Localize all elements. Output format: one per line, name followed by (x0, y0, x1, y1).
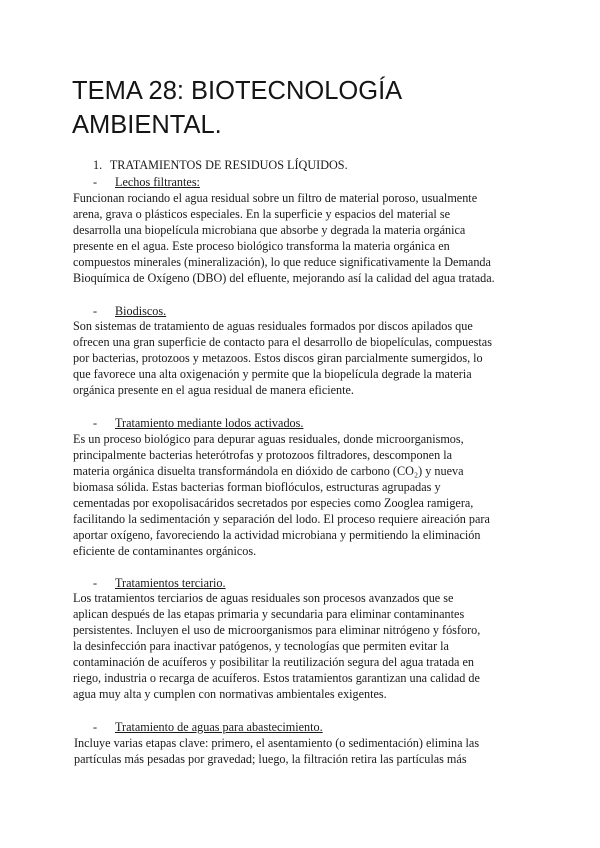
dash-bullet: - (93, 720, 98, 734)
subheading-label: Biodiscos. (115, 304, 167, 318)
subheading-lodos-activados (93, 415, 303, 431)
subheading-label: Lechos filtrantes: (115, 175, 200, 189)
dash-bullet: - (93, 304, 98, 318)
subheading-label: Tratamiento mediante lodos activados. (115, 416, 304, 430)
paragraph-lechos-filtrantes (73, 190, 531, 286)
paragraph-line: que favorece una alta oxigenación y permite que la biopelícula degrade la materia (73, 367, 472, 381)
list-number: 1. (93, 158, 103, 172)
paragraph-line: Los tratamientos terciarios de aguas residuales son procesos avanzados que se (73, 591, 454, 605)
paragraph-line: compuestos minerales (mineralización), lo que reduce significativamente la Demanda (73, 255, 491, 269)
list-heading: TRATAMIENTOS DE RESIDUOS LÍQUIDOS. (109, 158, 348, 172)
paragraph-tratamientos-terciario (73, 590, 531, 702)
paragraph-line: Incluye varias etapas clave: primero, el asentamiento (o sedimentación) elimina las (74, 736, 480, 750)
paragraph-biodiscos (73, 318, 531, 398)
paragraph-line: principalmente bacterias heterótrofas y protozoos filtradores, descomponen la (73, 448, 453, 462)
paragraph-line: materia orgánica disuelta transformándola en dióxido de carbono (CO₂) y nueva (73, 464, 464, 478)
page-title: TEMA 28: BIOTECNOLOGÍA AMBIENTAL. (72, 77, 401, 139)
paragraph-line: aportar oxígeno, favoreciendo la actividad microbiana y permitiendo la eliminación (73, 528, 481, 542)
subheading-biodiscos (93, 303, 166, 319)
paragraph-line: ofrecen una gran superficie de contacto para el desarrollo de biopelículas, compuestas (73, 335, 492, 349)
paragraph-line: presente en el agua. Este proceso biológico transforma la materia orgánica en (73, 239, 450, 253)
paragraph-line: orgánica presente en el agua residual de manera eficiente. (73, 383, 354, 397)
paragraph-line: por bacterias, protozoos y metazoos. Estos discos giran parcialmente sumergidos, lo (73, 351, 483, 365)
paragraph-line: Son sistemas de tratamiento de aguas residuales formados por discos apilados que (73, 319, 473, 333)
dash-bullet: - (93, 416, 98, 430)
paragraph-line: Es un proceso biológico para depurar aguas residuales, donde microorganismos, (73, 432, 464, 446)
paragraph-line: la desinfección para inactivar patógenos, y tecnologías que permiten evitar la (73, 639, 449, 653)
paragraph-line: eficiente de contaminantes orgánicos. (73, 544, 257, 558)
paragraph-lodos-activados (73, 431, 531, 559)
subheading-tratamientos-terciario (93, 575, 226, 591)
paragraph-line: aplican después de las etapas primaria y secundaria para eliminar contaminantes (73, 607, 465, 621)
paragraph-line: agua muy alta y cumplen con normativas ambientales exigentes. (73, 687, 387, 701)
paragraph-abastecimiento (74, 735, 532, 767)
subheading-abastecimiento (93, 719, 323, 735)
subheading-label: Tratamiento de aguas para abastecimiento. (115, 720, 323, 734)
paragraph-line: Funcionan rociando el agua residual sobre un filtro de material poroso, usualmente (73, 191, 478, 205)
paragraph-line: facilitando la sedimentación y separación del lodo. El proceso requiere aireación para (73, 512, 490, 526)
dash-bullet: - (93, 576, 98, 590)
paragraph-line: partículas más pesadas por gravedad; luego, la filtración retira las partículas más (74, 752, 467, 766)
subheading-label: Tratamientos terciario. (115, 576, 226, 590)
paragraph-line: desarrolla una biopelícula microbiana que absorbe y degrada la materia orgánica (73, 223, 466, 237)
dash-bullet: - (93, 175, 98, 189)
paragraph-line: biomasa sólida. Estas bacterias forman bioflóculos, estructuras agrupadas y (73, 480, 441, 494)
paragraph-line: riego, industria o recarga de acuíferos. Estos tratamientos garantizan una calidad de (73, 671, 480, 685)
paragraph-line: contaminación de acuíferos y posibilitar la reutilización segura del agua tratada en (73, 655, 475, 669)
subheading-lechos-filtrantes (93, 174, 200, 190)
paragraph-line: Bioquímica de Oxígeno (DBO) del efluente, mejorando así la calidad del agua tratada. (73, 271, 495, 285)
paragraph-line: cementadas por exopolisacáridos secretados por especies como Zooglea ramigera, (73, 496, 474, 510)
paragraph-line: arena, grava o plásticos especiales. En la superficie y espacios del material se (73, 207, 450, 221)
paragraph-line: persistentes. Incluyen el uso de microorganismos para eliminar nitrógeno y fósforo, (73, 623, 481, 637)
numbered-heading (93, 157, 348, 173)
